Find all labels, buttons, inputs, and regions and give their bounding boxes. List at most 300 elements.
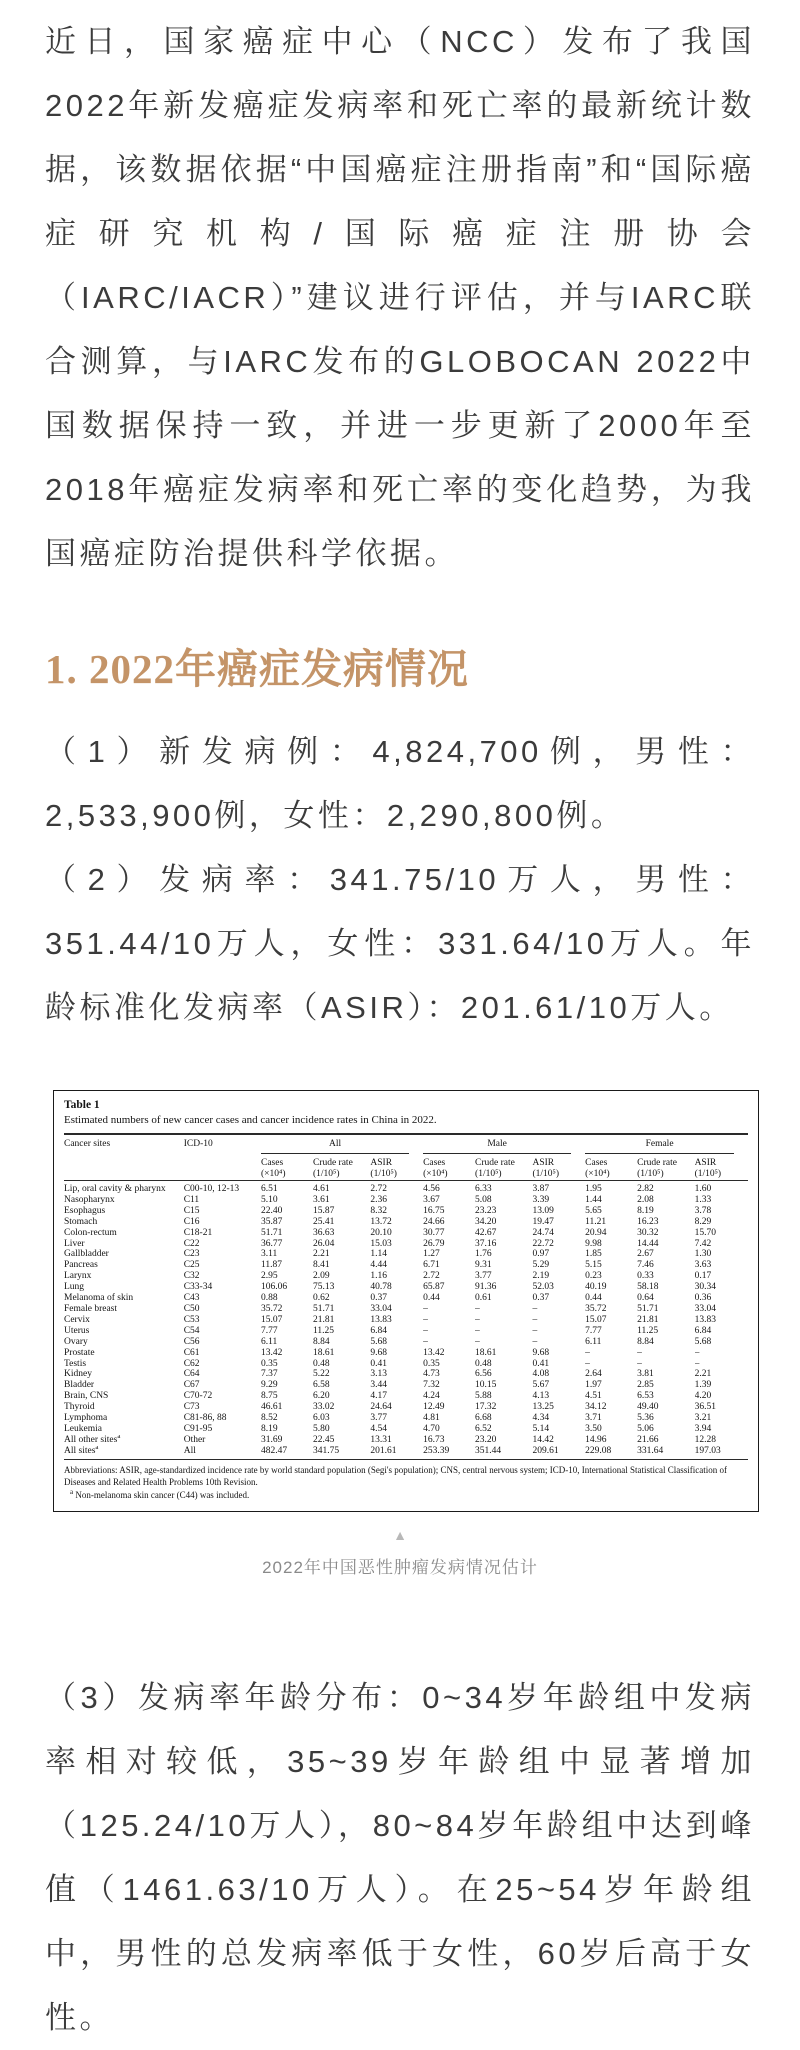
- cell-value: 4.56: [423, 1184, 440, 1194]
- cell-value: 16.23: [637, 1216, 659, 1227]
- para-age-distribution: （3）发病率年龄分布：0~34岁年龄组中发病率相对较低，35~39岁年龄组中显著增加（125.24/10万人），80~84岁年龄组中达到峰值（1461.63/10万人）。在25~54岁年龄组中，男性的总发病率低于女性，60岁后高于女性。: [45, 1679, 755, 2035]
- cell-value: 10.15: [475, 1380, 497, 1391]
- cell-value: 14.42: [532, 1434, 554, 1445]
- cell-icd: C23: [183, 1249, 200, 1260]
- table-row: [64, 1195, 748, 1206]
- table-row: [64, 1206, 748, 1217]
- table-subtitle: Estimated numbers of new cancer cases and cancer incidence rates in China in 2022.: [64, 1114, 437, 1126]
- subcol-cases: Cases (×10⁴): [585, 1154, 637, 1181]
- cell-value: 0.35: [423, 1358, 440, 1369]
- cell-value: 3.44: [370, 1380, 388, 1391]
- table-body: [64, 1181, 748, 1460]
- cell-value: 34.20: [475, 1216, 497, 1227]
- cell-value: 7.77: [585, 1325, 602, 1336]
- cell-site: Nasopharynx: [64, 1194, 115, 1205]
- table-row: [64, 1380, 748, 1391]
- table-row: [64, 1348, 748, 1359]
- cell-icd: C62: [183, 1358, 200, 1369]
- table-row: [64, 1424, 748, 1435]
- cell-value: –: [637, 1358, 642, 1369]
- table-row: [64, 1282, 748, 1293]
- cell-value: 7.77: [260, 1325, 278, 1336]
- cell-value: 2.19: [532, 1271, 550, 1282]
- table-header: [64, 1134, 748, 1181]
- cell-value: 15.07: [260, 1314, 283, 1325]
- table-row: [64, 1217, 748, 1228]
- cell-value: 1.39: [694, 1380, 712, 1391]
- cell-value: 6.52: [475, 1423, 492, 1434]
- table-footnote: [64, 1489, 748, 1501]
- cell-icd: C16: [183, 1216, 200, 1227]
- cell-value: 46.61: [260, 1402, 283, 1413]
- cell-value: 0.97: [532, 1249, 550, 1260]
- cell-icd: C64: [183, 1369, 200, 1380]
- cell-site: Kidney: [64, 1369, 92, 1380]
- cell-value: –: [585, 1358, 590, 1369]
- table-row: [64, 1181, 748, 1195]
- cell-value: 0.37: [370, 1293, 388, 1304]
- cell-site: Larynx: [64, 1271, 92, 1282]
- cell-value: 5.29: [532, 1260, 550, 1271]
- cell-value: 11.87: [260, 1260, 283, 1271]
- cell-value: 15.07: [585, 1314, 607, 1325]
- cell-value: 229.08: [585, 1446, 637, 1459]
- cell-value: 1.33: [694, 1194, 712, 1205]
- cell-value: 12.28: [694, 1434, 716, 1445]
- cell-value: 2.72: [423, 1271, 440, 1282]
- table-row: [64, 1413, 748, 1424]
- cell-value: 33.02: [312, 1402, 335, 1413]
- table-row: [64, 1249, 748, 1260]
- subcol-crude-rate: Crude rate (1/10⁵): [313, 1154, 370, 1181]
- cell-value: –: [585, 1347, 590, 1358]
- cell-value: 11.21: [585, 1216, 607, 1227]
- cell-value: 24.74: [532, 1227, 554, 1238]
- cell-site: All other sites$^a$: [64, 1434, 121, 1445]
- cell-site: Gallbladder: [64, 1249, 109, 1260]
- cell-value: 0.88: [260, 1293, 278, 1304]
- cell-value: 8.29: [694, 1216, 712, 1227]
- cell-value: –: [475, 1314, 480, 1325]
- cell-value: 0.41: [370, 1358, 388, 1369]
- cell-value: 26.79: [423, 1238, 445, 1249]
- cell-value: –: [475, 1336, 480, 1347]
- cell-icd: C91-95: [183, 1423, 213, 1434]
- cell-site: Uterus: [64, 1325, 90, 1336]
- group-header-all: All: [261, 1134, 423, 1154]
- cell-value: 6.53: [637, 1391, 654, 1402]
- table-row: [64, 1271, 748, 1282]
- cell-value: 5.15: [585, 1260, 602, 1271]
- cell-site: Esophagus: [64, 1205, 106, 1216]
- cell-value: 18.61: [475, 1347, 497, 1358]
- cell-value: 25.41: [312, 1216, 335, 1227]
- cell-value: 58.18: [637, 1282, 659, 1293]
- cell-value: 1.97: [585, 1380, 602, 1391]
- cell-value: 13.42: [260, 1347, 283, 1358]
- cell-value: 0.37: [532, 1293, 550, 1304]
- cell-value: 0.36: [694, 1293, 712, 1304]
- cell-value: 209.61: [532, 1446, 585, 1459]
- cell-value: 4.44: [370, 1260, 388, 1271]
- subcol-asir: ASIR (1/10⁵): [695, 1154, 748, 1181]
- cell-value: 7.46: [637, 1260, 654, 1271]
- cell-value: 0.48: [475, 1358, 492, 1369]
- cell-value: 1.14: [370, 1249, 388, 1260]
- cell-site: Colon-rectum: [64, 1227, 117, 1238]
- subcol-crude-rate: Crude rate (1/10⁵): [475, 1154, 532, 1181]
- cell-value: 17.32: [475, 1402, 497, 1413]
- cell-value: 2.21: [694, 1369, 712, 1380]
- cell-value: 197.03: [695, 1446, 748, 1459]
- cell-value: 0.17: [694, 1271, 712, 1282]
- cell-value: 6.71: [423, 1260, 440, 1271]
- cell-value: 4.20: [694, 1391, 712, 1402]
- para-new-cases: （1）新发病例：4,824,700例，男性：2,533,900例，女性：2,290,800例。: [45, 734, 755, 833]
- cell-value: 2.09: [312, 1271, 330, 1282]
- cell-icd: C18-21: [183, 1227, 213, 1238]
- cell-value: 13.72: [370, 1216, 392, 1227]
- cell-icd: C32: [183, 1271, 200, 1282]
- cell-value: 7.32: [423, 1380, 440, 1391]
- cell-value: –: [694, 1347, 700, 1358]
- subcol-cases: Cases (×10⁴): [423, 1154, 475, 1181]
- cell-value: 5.80: [312, 1423, 330, 1434]
- cell-value: 0.44: [423, 1293, 440, 1304]
- figure-caption: 2022年中国恶性肿瘤发病情况估计: [262, 1557, 538, 1577]
- para-incidence-rate: （2）发病率：341.75/10万人，男性：351.44/10万人，女性：331.64/10万人。年龄标准化发病率（ASIR）：201.61/10万人。: [45, 862, 755, 1025]
- table-title: Table 1: [64, 1099, 100, 1111]
- cell-icd: C81-86, 88: [183, 1413, 227, 1424]
- cell-value: 23.20: [475, 1434, 497, 1445]
- cell-value: 14.44: [637, 1238, 659, 1249]
- cell-value: 30.34: [694, 1282, 716, 1293]
- cell-value: 201.61: [370, 1446, 423, 1459]
- cell-value: 5.68: [694, 1336, 712, 1347]
- caption-triangle-icon: ▲: [393, 1526, 407, 1543]
- table-row: [64, 1304, 748, 1315]
- cell-value: 91.36: [475, 1282, 497, 1293]
- cell-value: –: [423, 1325, 428, 1336]
- cancer-incidence-table: [64, 1133, 748, 1460]
- cell-value: 6.11: [260, 1336, 278, 1347]
- cell-value: 6.68: [475, 1413, 492, 1424]
- cell-icd: C73: [183, 1402, 200, 1413]
- cell-value: 2.67: [637, 1249, 654, 1260]
- cell-value: 40.19: [585, 1282, 607, 1293]
- cell-value: 15.70: [694, 1227, 716, 1238]
- cell-value: 20.94: [585, 1227, 607, 1238]
- cell-value: 6.84: [694, 1325, 712, 1336]
- cell-value: 4.08: [532, 1369, 550, 1380]
- cell-value: 3.71: [585, 1413, 602, 1424]
- cell-value: 3.77: [475, 1271, 492, 1282]
- table-row: [64, 1435, 748, 1446]
- table-row: [64, 1326, 748, 1337]
- cell-site: Lung: [64, 1282, 85, 1293]
- cell-site: Leukemia: [64, 1423, 102, 1434]
- cell-value: 16.73: [423, 1434, 445, 1445]
- cell-value: 49.40: [637, 1402, 659, 1413]
- cell-value: 3.39: [532, 1194, 550, 1205]
- cell-value: 2.36: [370, 1194, 388, 1205]
- cell-value: 6.20: [312, 1391, 330, 1402]
- cell-value: 1.60: [694, 1184, 712, 1194]
- figure-caption-block: [45, 1528, 755, 1580]
- cell-value: 21.81: [312, 1314, 335, 1325]
- cell-value: 5.67: [532, 1380, 550, 1391]
- cell-value: 351.44: [475, 1446, 532, 1459]
- cell-value: 8.32: [370, 1205, 388, 1216]
- cell-value: 5.06: [637, 1423, 654, 1434]
- cell-value: 13.09: [532, 1205, 554, 1216]
- cell-value: 9.68: [370, 1347, 388, 1358]
- group-header-male: Male: [423, 1134, 585, 1154]
- cell-value: 8.84: [312, 1336, 330, 1347]
- cell-value: 8.52: [260, 1413, 278, 1424]
- cell-value: 4.13: [532, 1391, 550, 1402]
- cell-icd: C00-10, 12-13: [183, 1184, 240, 1194]
- cell-value: 8.41: [312, 1260, 330, 1271]
- cell-value: 5.14: [532, 1423, 550, 1434]
- cell-icd: C11: [183, 1194, 200, 1205]
- cell-value: 9.31: [475, 1260, 492, 1271]
- cell-value: 3.77: [370, 1413, 388, 1424]
- cell-value: 13.83: [370, 1314, 392, 1325]
- cell-value: 341.75: [313, 1446, 370, 1459]
- cell-value: 24.64: [370, 1402, 392, 1413]
- footnote-mark: a: [70, 1487, 74, 1496]
- cell-value: –: [532, 1314, 538, 1325]
- cell-value: 33.04: [694, 1303, 716, 1314]
- cell-value: 30.32: [637, 1227, 659, 1238]
- cell-site: Bladder: [64, 1380, 95, 1391]
- cell-value: 3.81: [637, 1369, 654, 1380]
- cell-icd: C22: [183, 1238, 200, 1249]
- cell-value: –: [423, 1303, 428, 1314]
- cell-icd: C33-34: [183, 1282, 213, 1293]
- cell-value: 3.11: [260, 1249, 278, 1260]
- header-group-row: [64, 1134, 748, 1154]
- cell-value: 5.65: [585, 1205, 602, 1216]
- cell-site: Stomach: [64, 1216, 98, 1227]
- cell-value: 9.29: [260, 1380, 278, 1391]
- cell-icd: All: [184, 1446, 261, 1459]
- cell-icd: Other: [183, 1434, 206, 1445]
- cell-value: 5.36: [637, 1413, 654, 1424]
- cell-value: 20.10: [370, 1227, 392, 1238]
- cell-value: 21.66: [637, 1434, 659, 1445]
- cell-value: 0.41: [532, 1358, 550, 1369]
- cell-value: 3.78: [694, 1205, 712, 1216]
- cell-value: 4.54: [370, 1423, 388, 1434]
- cell-value: –: [423, 1314, 428, 1325]
- cell-icd: C70-72: [183, 1391, 213, 1402]
- cell-value: 106.06: [260, 1282, 288, 1293]
- subcol-crude-rate: Crude rate (1/10⁵): [637, 1154, 694, 1181]
- table-abbreviations: Abbreviations: ASIR, age-standardized incidence rate by world standard population (Segi's population); CNS, central nervous system; ICD-10, International Statistical Classification of Diseases and Related Health Problems 10th Revision.: [64, 1464, 727, 1487]
- cell-site: Thyroid: [64, 1402, 95, 1413]
- cell-value: 26.04: [312, 1238, 335, 1249]
- group-header-female: Female: [585, 1134, 748, 1154]
- cell-value: –: [532, 1303, 538, 1314]
- table-row: [64, 1391, 748, 1402]
- cell-value: 3.87: [532, 1184, 550, 1194]
- cell-value: 22.45: [312, 1434, 335, 1445]
- cell-value: 14.96: [585, 1434, 607, 1445]
- cell-value: 4.70: [423, 1423, 440, 1434]
- cell-value: 65.87: [423, 1282, 445, 1293]
- cell-value: 36.51: [694, 1402, 716, 1413]
- cell-value: 6.84: [370, 1325, 388, 1336]
- cell-value: 4.73: [423, 1369, 440, 1380]
- cell-value: 36.63: [312, 1227, 335, 1238]
- cell-value: 51.71: [637, 1303, 659, 1314]
- cell-value: 31.69: [260, 1434, 283, 1445]
- cell-icd: C15: [183, 1205, 200, 1216]
- cell-value: 331.64: [637, 1446, 694, 1459]
- cell-value: 7.37: [260, 1369, 278, 1380]
- cell-value: 8.19: [260, 1423, 278, 1434]
- cell-value: 6.56: [475, 1369, 492, 1380]
- cell-value: –: [532, 1325, 538, 1336]
- table-row: [64, 1446, 748, 1459]
- cell-value: 0.62: [312, 1293, 330, 1304]
- cell-value: 0.23: [585, 1271, 602, 1282]
- cell-value: 37.16: [475, 1238, 497, 1249]
- cell-icd: C50: [183, 1303, 200, 1314]
- cell-value: 11.25: [637, 1325, 659, 1336]
- cell-value: 2.85: [637, 1380, 654, 1391]
- cell-value: 6.51: [260, 1184, 278, 1194]
- cell-icd: C53: [183, 1314, 200, 1325]
- cell-value: 6.33: [475, 1184, 492, 1194]
- cell-value: 35.87: [260, 1216, 283, 1227]
- cell-value: 35.72: [585, 1303, 607, 1314]
- cell-value: –: [475, 1303, 480, 1314]
- cell-value: 0.61: [475, 1293, 492, 1304]
- cell-value: –: [475, 1325, 480, 1336]
- cell-value: 1.27: [423, 1249, 440, 1260]
- cell-value: 2.08: [637, 1194, 654, 1205]
- cell-value: 0.35: [260, 1358, 278, 1369]
- cell-icd: C61: [183, 1347, 200, 1358]
- cell-value: 22.40: [260, 1205, 283, 1216]
- cell-value: 13.31: [370, 1434, 392, 1445]
- cell-value: 42.67: [475, 1227, 497, 1238]
- cell-icd: C56: [183, 1336, 200, 1347]
- cell-value: 40.78: [370, 1282, 392, 1293]
- subcol-cases: Cases (×10⁴): [261, 1154, 313, 1181]
- cell-icd: C43: [183, 1293, 200, 1304]
- table-row: [64, 1260, 748, 1271]
- cell-value: 3.13: [370, 1369, 388, 1380]
- table-row: [64, 1228, 748, 1239]
- cell-value: 4.51: [585, 1391, 602, 1402]
- cell-value: 5.88: [475, 1391, 492, 1402]
- cell-site: Liver: [64, 1238, 85, 1249]
- table-footnotes: [64, 1464, 748, 1501]
- intro-paragraph: 近日，国家癌症中心（NCC）发布了我国2022年新发癌症发病率和死亡率的最新统计数据，该数据依据“中国癌症注册指南”和“国际癌症研究机构/国际癌症注册协会（IARC/IACR）”建议进行评估，并与IARC联合测算，与IARC发布的GLOBOCAN 2022中国数据保持一致，并进一步更新了2000年至2018年癌症发病率和死亡率的变化趋势，为我国癌症防治提供科学依据。: [45, 24, 755, 571]
- cell-value: 2.82: [637, 1184, 654, 1194]
- cell-value: 52.03: [532, 1282, 554, 1293]
- cell-value: 35.72: [260, 1303, 283, 1314]
- table-row: [64, 1315, 748, 1326]
- table-row: [64, 1293, 748, 1304]
- cell-value: –: [637, 1347, 642, 1358]
- cell-site: Brain, CNS: [64, 1391, 109, 1402]
- subcol-asir: ASIR (1/10⁵): [370, 1154, 423, 1181]
- table-row: [64, 1359, 748, 1370]
- cell-value: –: [694, 1358, 700, 1369]
- cell-value: 4.17: [370, 1391, 388, 1402]
- cell-value: 13.42: [423, 1347, 445, 1358]
- cell-value: 21.81: [637, 1314, 659, 1325]
- cell-value: 1.30: [694, 1249, 712, 1260]
- cell-value: 9.98: [585, 1238, 602, 1249]
- cell-value: 1.76: [475, 1249, 492, 1260]
- cell-value: 0.44: [585, 1293, 602, 1304]
- paper-table: [53, 1090, 759, 1512]
- cell-value: 3.61: [312, 1194, 330, 1205]
- cell-value: 18.61: [312, 1347, 335, 1358]
- cell-site: Ovary: [64, 1336, 88, 1347]
- cell-value: 15.87: [312, 1205, 335, 1216]
- cell-value: 5.22: [312, 1369, 330, 1380]
- cell-value: 13.83: [694, 1314, 716, 1325]
- cell-value: 253.39: [423, 1446, 475, 1459]
- table-row: [64, 1337, 748, 1348]
- cell-value: 5.08: [475, 1194, 492, 1205]
- cell-icd: C67: [183, 1380, 200, 1391]
- cell-value: 36.77: [260, 1238, 283, 1249]
- table-row: [64, 1239, 748, 1250]
- footnote-text: Non-melanoma skin cancer (C44) was included.: [75, 1489, 250, 1500]
- cell-value: 6.03: [312, 1413, 330, 1424]
- cell-icd: C54: [183, 1325, 200, 1336]
- cell-value: 3.21: [694, 1413, 712, 1424]
- cell-value: 0.33: [637, 1271, 654, 1282]
- cell-value: 22.72: [532, 1238, 554, 1249]
- cell-value: 0.48: [312, 1358, 330, 1369]
- cell-value: 1.95: [585, 1184, 602, 1194]
- table-row: [64, 1369, 748, 1380]
- cell-site: Melanoma of skin: [64, 1293, 134, 1304]
- cell-value: –: [423, 1336, 428, 1347]
- cell-value: 3.67: [423, 1194, 440, 1205]
- cell-value: 24.66: [423, 1216, 445, 1227]
- subcol-asir: ASIR (1/10⁵): [532, 1154, 585, 1181]
- cell-value: 5.10: [260, 1194, 278, 1205]
- cell-value: 12.49: [423, 1402, 445, 1413]
- section-title: 1. 2022年癌症发病情况: [45, 646, 469, 692]
- cell-value: 1.85: [585, 1249, 602, 1260]
- cell-site: Prostate: [64, 1347, 95, 1358]
- cell-value: 6.11: [585, 1336, 602, 1347]
- cell-site: All sites$^a$: [64, 1446, 184, 1459]
- cell-icd: C25: [183, 1260, 200, 1271]
- table-image[interactable]: [53, 1090, 759, 1512]
- cell-value: 15.03: [370, 1238, 392, 1249]
- cell-value: 9.68: [532, 1347, 550, 1358]
- cell-site: Lymphoma: [64, 1413, 108, 1424]
- cell-value: 51.71: [260, 1227, 283, 1238]
- cell-value: 1.16: [370, 1271, 388, 1282]
- cell-value: 34.12: [585, 1402, 607, 1413]
- cell-value: 33.04: [370, 1303, 392, 1314]
- cell-value: 4.24: [423, 1391, 440, 1402]
- cell-value: 4.81: [423, 1413, 440, 1424]
